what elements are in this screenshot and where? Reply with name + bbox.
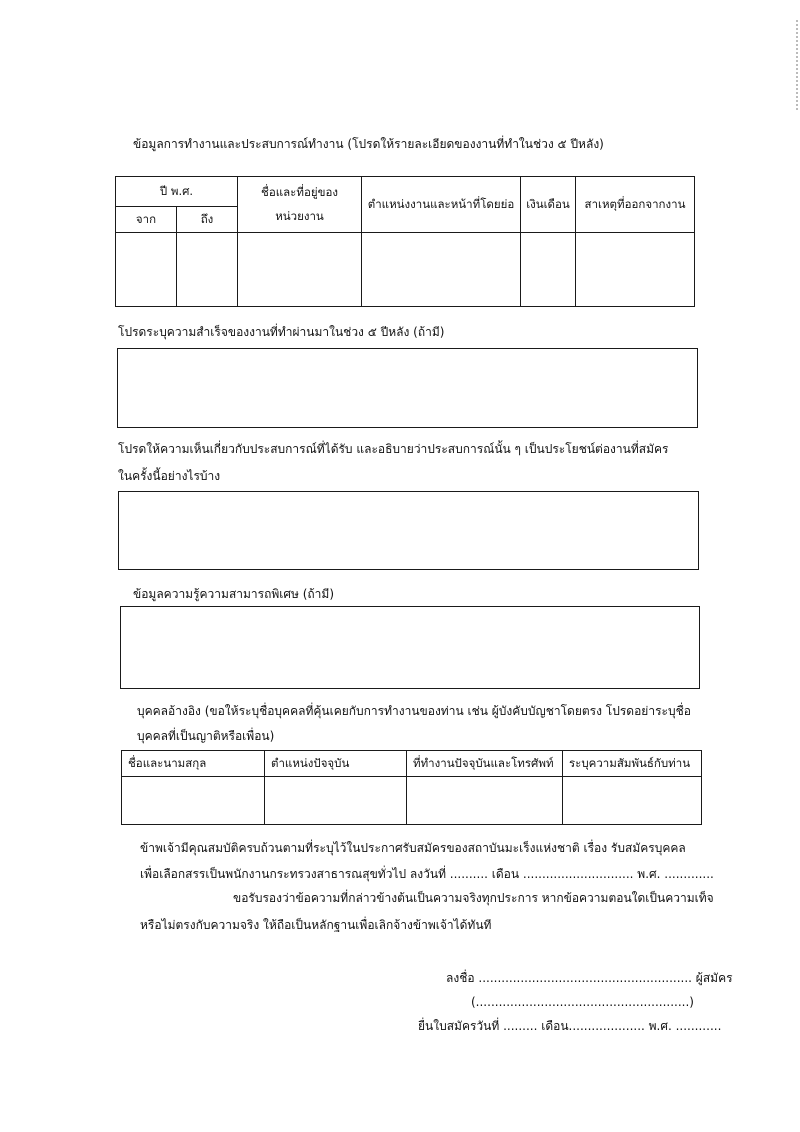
cell-to[interactable] bbox=[177, 233, 238, 307]
references-table bbox=[121, 750, 702, 825]
header-employer bbox=[238, 177, 362, 233]
achievements-field[interactable] bbox=[117, 348, 698, 428]
header-employer-line2: หน่วยงาน bbox=[275, 208, 324, 223]
ref-cell-relationship[interactable] bbox=[563, 777, 702, 825]
ref-cell-position[interactable] bbox=[265, 777, 407, 825]
header-reason: สาเหตุที่ออกจากงาน bbox=[576, 177, 695, 233]
experience-field[interactable] bbox=[118, 491, 699, 570]
special-skills-field[interactable] bbox=[120, 606, 700, 689]
references-label-line1: บุคคลอ้างอิง (ขอให้ระบุชื่อบุคคลที่คุ้นเคยกับการทำงานของท่าน เช่น ผู้บังคับบัญชาโดยตรง โปรดอย่าระบุชื่อ bbox=[137, 704, 691, 718]
header-to: ถึง bbox=[177, 207, 238, 233]
ref-header-position: ตำแหน่งปัจจุบัน bbox=[265, 751, 407, 777]
achievements-label: โปรดระบุความสำเร็จของงานที่ทำผ่านมาในช่วง ๕ ปีหลัง (ถ้ามี) bbox=[118, 325, 445, 339]
work-history-row bbox=[116, 233, 695, 307]
experience-label-line1: โปรดให้ความเห็นเกี่ยวกับประสบการณ์ที่ได้รับ และอธิบายว่าประสบการณ์นั้น ๆ เป็นประโยชน์ต่องานที่สมัคร bbox=[118, 442, 669, 456]
cell-salary[interactable] bbox=[521, 233, 576, 307]
header-employer-line1: ชื่อและที่อยู่ของ bbox=[261, 184, 338, 199]
experience-label-line2: ในครั้งนี้อย่างไรบ้าง bbox=[118, 469, 221, 483]
header-year: ปี พ.ศ. bbox=[116, 177, 238, 207]
header-from: จาก bbox=[116, 207, 177, 233]
declaration-para2-line2: หรือไม่ตรงกับความจริง ให้ถือเป็นหลักฐานเพื่อเลิกจ้างข้าพเจ้าได้ทันที bbox=[140, 918, 492, 932]
reference-row bbox=[122, 777, 702, 825]
ref-cell-workplace-phone[interactable] bbox=[407, 777, 563, 825]
cell-reason[interactable] bbox=[576, 233, 695, 307]
signature-line[interactable]: ลงชื่อ ........................................................ ผู้สมัคร bbox=[446, 971, 733, 985]
special-skills-label: ข้อมูลความรู้ความสามารถพิเศษ (ถ้ามี) bbox=[133, 587, 334, 601]
ref-header-workplace-phone: ที่ทำงานปัจจุบันและโทรศัพท์ bbox=[407, 751, 563, 777]
scan-edge-artifact bbox=[796, 20, 798, 110]
signature-name-line[interactable]: (........................................................) bbox=[471, 995, 694, 1009]
header-salary: เงินเดือน bbox=[521, 177, 576, 233]
declaration-para2-line1: ขอรับรองว่าข้อความที่กล่าวข้างต้นเป็นความจริงทุกประการ หากข้อความตอนใดเป็นความเท็จ bbox=[233, 891, 714, 905]
header-position: ตำแหน่งงานและหน้าที่โดยย่อ bbox=[362, 177, 521, 233]
cell-from[interactable] bbox=[116, 233, 177, 307]
work-history-heading: ข้อมูลการทำงานและประสบการณ์ทำงาน (โปรดให้รายละเอียดของงานที่ทำในช่วง ๕ ปีหลัง) bbox=[133, 137, 604, 151]
ref-cell-name[interactable] bbox=[122, 777, 265, 825]
cell-position[interactable] bbox=[362, 233, 521, 307]
declaration-para1-line2: เพื่อเลือกสรรเป็นพนักงานกระทรวงสาธารณสุขทั่วไป ลงวันที่ .......... เดือน ............................. พ.ศ. ............. bbox=[140, 867, 714, 881]
ref-header-name: ชื่อและนามสกุล bbox=[122, 751, 265, 777]
declaration-para1-line1: ข้าพเจ้ามีคุณสมบัติครบถ้วนตามที่ระบุไว้ในประกาศรับสมัครของสถาบันมะเร็งแห่งชาติ เรื่อง รับสมัครบุคคล bbox=[140, 841, 686, 855]
work-history-table bbox=[115, 176, 695, 307]
application-date-line[interactable]: ยื่นใบสมัครวันที่ ......... เดือน.................... พ.ศ. ............ bbox=[418, 1019, 722, 1033]
references-label-line2: บุคคลที่เป็นญาติหรือเพื่อน) bbox=[137, 729, 275, 743]
ref-header-relationship: ระบุความสัมพันธ์กับท่าน bbox=[563, 751, 702, 777]
cell-employer[interactable] bbox=[238, 233, 362, 307]
